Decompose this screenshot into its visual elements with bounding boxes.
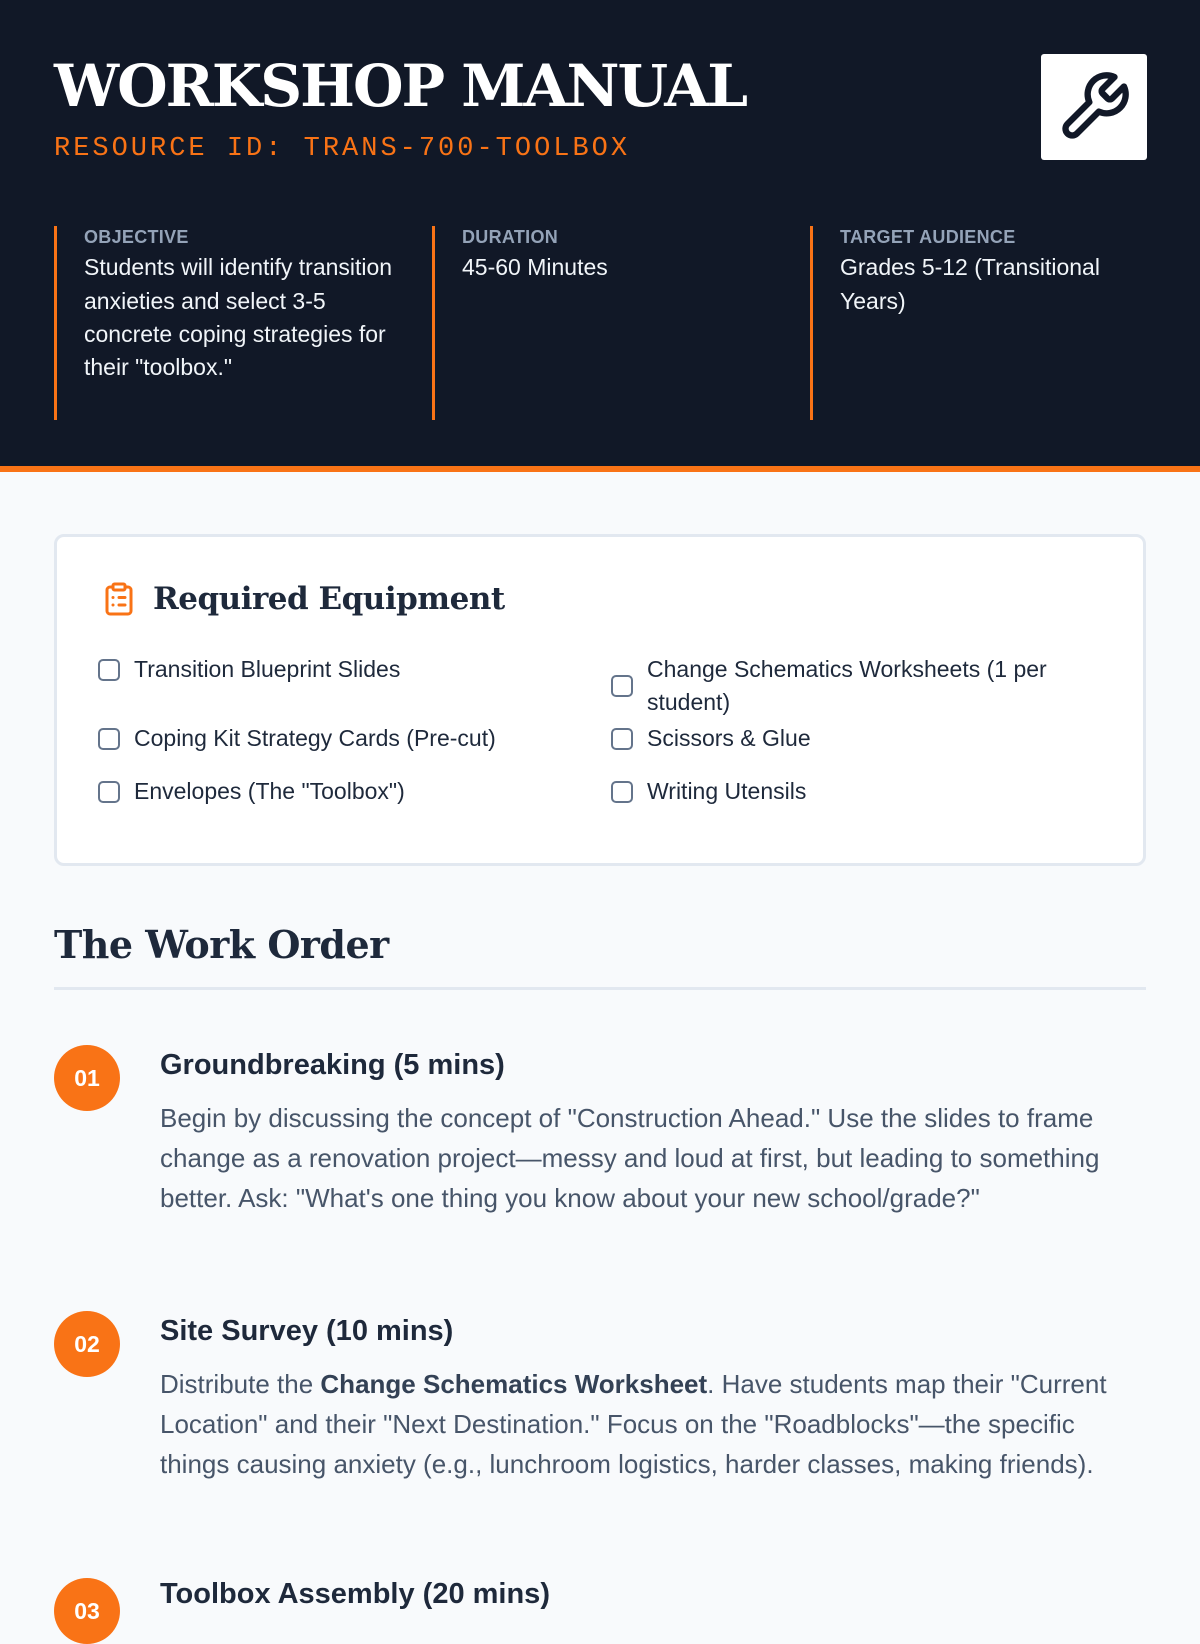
equipment-checkbox[interactable] [611, 728, 633, 750]
equipment-item-label: Writing Utensils [647, 778, 807, 804]
wrench-icon [1056, 69, 1132, 145]
step-text: Distribute the [160, 1369, 321, 1399]
equipment-item-label: Transition Blueprint Slides [134, 656, 401, 682]
equipment-item-label: Envelopes (The "Toolbox") [134, 778, 405, 804]
equipment-checkbox[interactable] [611, 781, 633, 803]
audience-label: TARGET AUDIENCE [840, 227, 1016, 247]
step-title: Toolbox Assembly (20 mins) [160, 1578, 550, 1610]
step-number-badge: 01 [54, 1045, 120, 1111]
equipment-card [54, 534, 1146, 866]
equipment-item[interactable] [98, 653, 568, 686]
equipment-checkbox[interactable] [611, 675, 633, 697]
worksheet-name: Change Schematics Worksheet [320, 1369, 708, 1399]
wrench-logo [1041, 54, 1147, 160]
step-title: Site Survey (10 mins) [160, 1315, 454, 1347]
objective-block [54, 226, 399, 420]
section-divider [54, 987, 1146, 990]
objective-label: OBJECTIVE [84, 227, 189, 247]
step-title: Groundbreaking (5 mins) [160, 1049, 505, 1081]
equipment-item-label: Change Schematics Worksheets (1 per student) [647, 656, 1047, 716]
clipboard-icon [101, 581, 137, 617]
objective-value: Students will identify transition anxieties and select 3-5 concrete coping strategies for their "toolbox." [84, 254, 393, 381]
equipment-item[interactable] [98, 775, 568, 808]
manual-header [0, 0, 1200, 472]
resource-id: RESOURCE ID: TRANS-700-TOOLBOX [54, 134, 631, 164]
step-number-badge: 02 [54, 1311, 120, 1377]
step-description [160, 1364, 1140, 1484]
page-title: WORKSHOP MANUAL [54, 52, 747, 120]
equipment-item[interactable] [98, 722, 568, 755]
equipment-item-label: Coping Kit Strategy Cards (Pre-cut) [134, 725, 496, 751]
equipment-title: Required Equipment [153, 581, 505, 617]
equipment-item-label: Scissors & Glue [647, 725, 811, 751]
step-description: Begin by discussing the concept of "Construction Ahead." Use the slides to frame change as a renovation project—messy and loud at first, but leading to something better. Ask: "What's one thing you know about your new school/grade?" [160, 1103, 1100, 1213]
audience-block [810, 226, 1150, 420]
equipment-checkbox[interactable] [98, 781, 120, 803]
duration-value: 45-60 Minutes [462, 254, 608, 281]
equipment-checkbox[interactable] [98, 728, 120, 750]
equipment-item[interactable] [611, 775, 1081, 808]
step-text: . Have students map their "Current Location" and their "Next Destination." Focus on the "Roadblocks"—the specific things causing anxiety (e.g., lunchroom logistics, harder classes, making friends). [160, 1369, 1107, 1479]
duration-block [432, 226, 777, 420]
step-number-badge: 03 [54, 1578, 120, 1644]
equipment-header [101, 581, 505, 617]
work-order-title: The Work Order [54, 922, 389, 967]
equipment-checkbox[interactable] [98, 659, 120, 681]
audience-value: Grades 5-12 (Transitional Years) [840, 254, 1100, 314]
equipment-item[interactable] [611, 653, 1081, 720]
equipment-item[interactable] [611, 722, 1081, 755]
duration-label: DURATION [462, 227, 559, 247]
